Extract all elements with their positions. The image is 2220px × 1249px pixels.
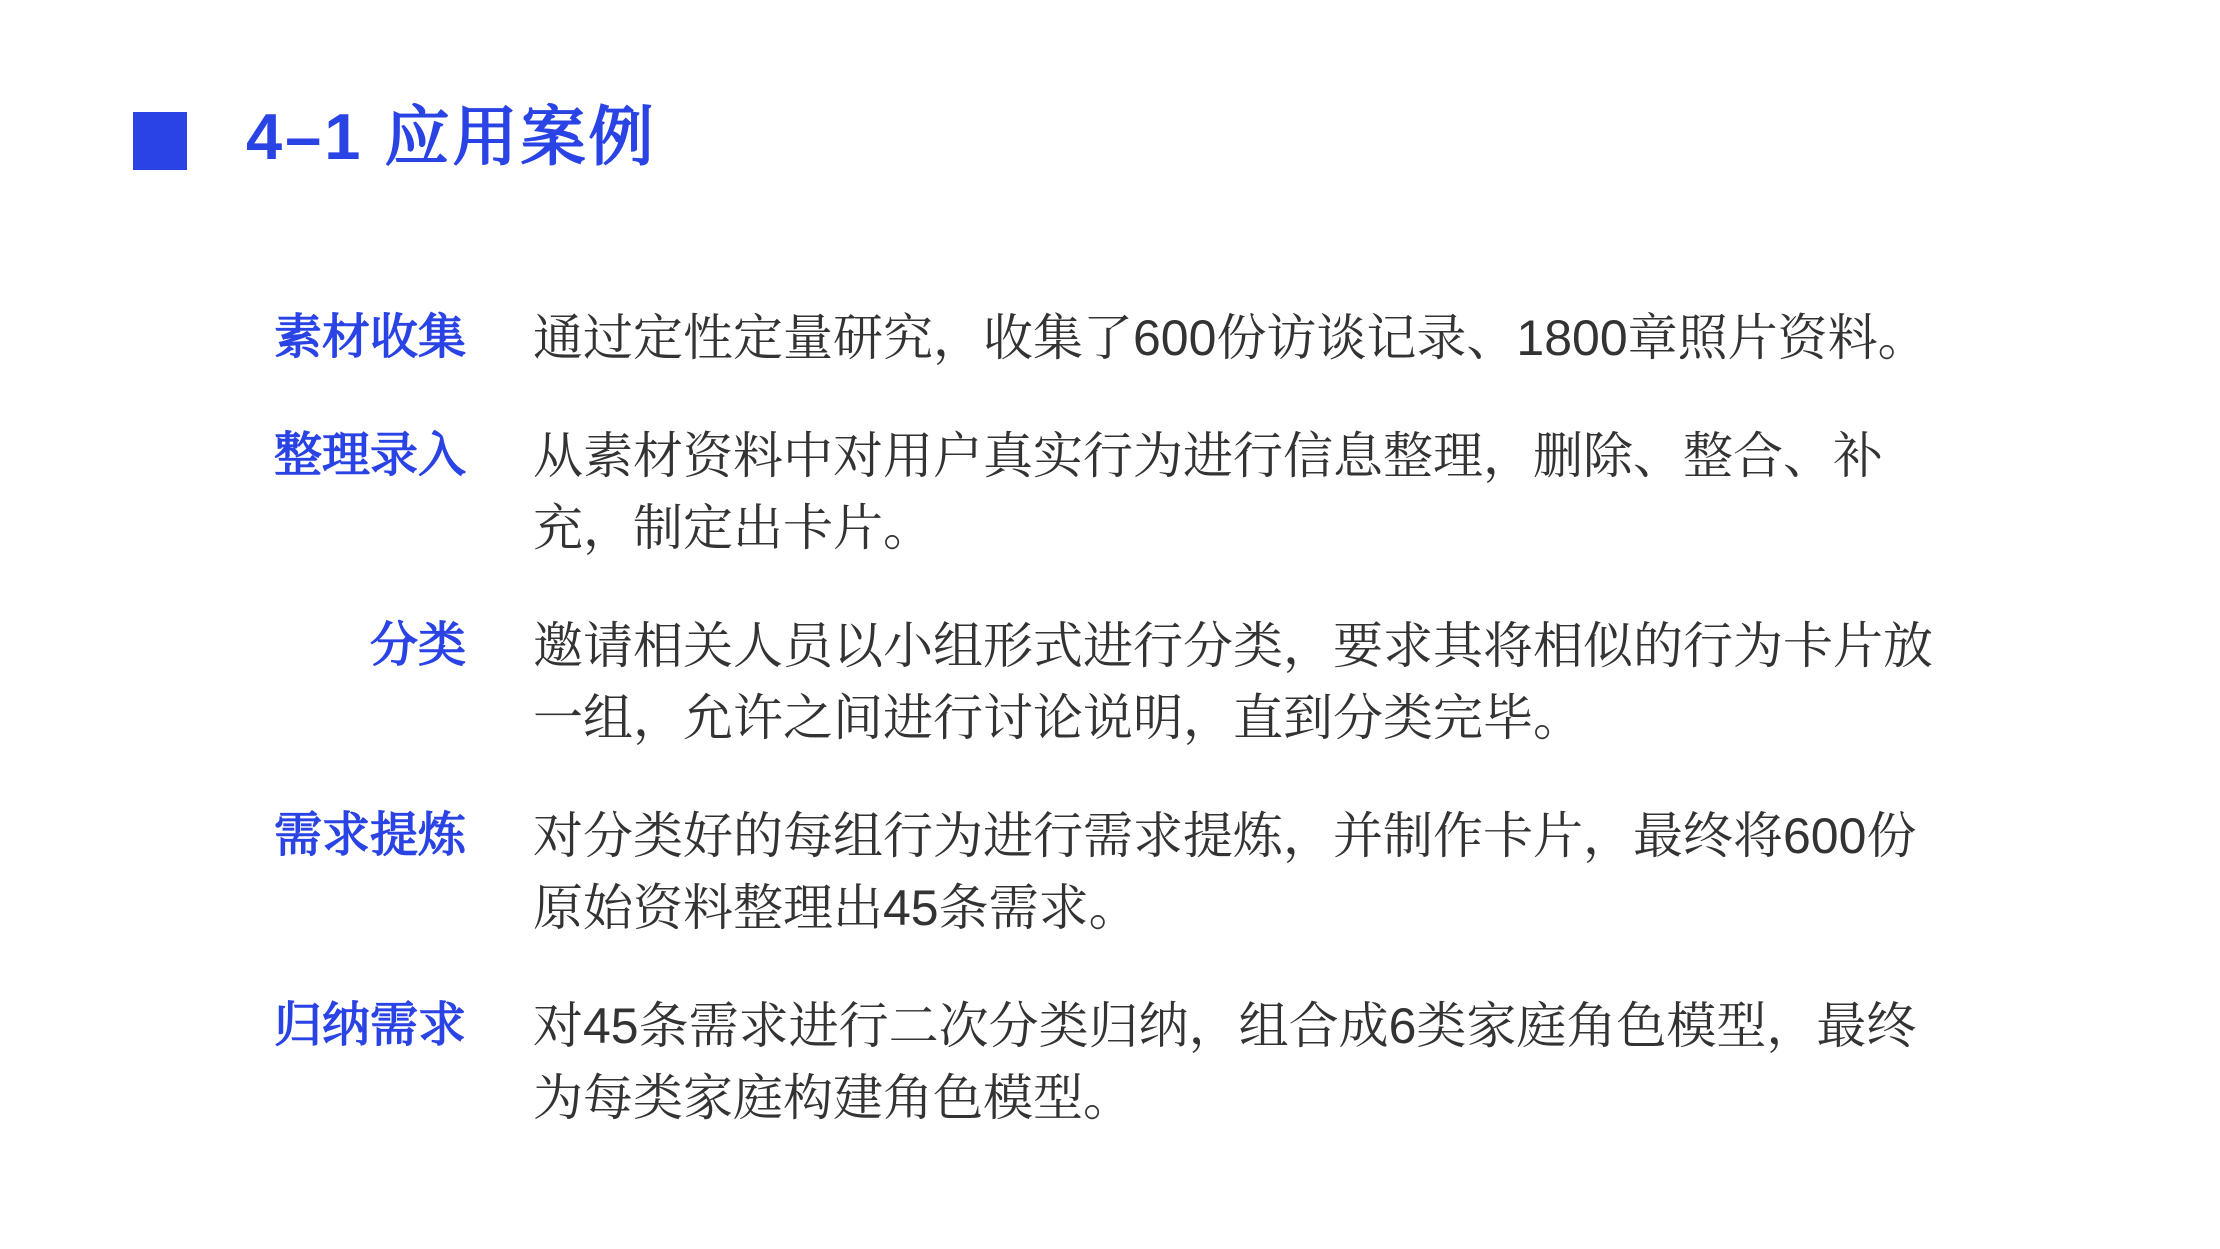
step-row: [273, 420, 1933, 564]
step-description-line: 充，制定出卡片。: [533, 500, 933, 556]
step-label: 整理录入: [273, 429, 466, 482]
step-description: [533, 990, 1916, 1134]
step-label: 需求提炼: [273, 809, 466, 862]
steps-list: [273, 302, 1933, 1134]
step-description: [533, 302, 1928, 374]
square-bullet-icon: [133, 112, 187, 170]
step-label: 归纳需求: [273, 999, 466, 1052]
step-row: [273, 990, 1933, 1134]
step-row: [273, 302, 1933, 374]
step-row: [273, 800, 1933, 944]
step-description: [533, 800, 1916, 944]
step-label: 分类: [369, 619, 466, 672]
step-description: [533, 420, 1883, 564]
step-description-line: 对45条需求进行二次分类归纳，组合成6类家庭角色模型，最终: [533, 998, 1917, 1054]
step-label: 素材收集: [273, 311, 466, 364]
step-description-line: 原始资料整理出45条需求。: [533, 880, 1139, 936]
step-description-line: 为每类家庭构建角色模型。: [533, 1070, 1133, 1126]
step-description-line: 从素材资料中对用户真实行为进行信息整理，删除、整合、补: [533, 428, 1883, 484]
step-row: [273, 610, 1933, 754]
step-description-line: 对分类好的每组行为进行需求提炼，并制作卡片，最终将600份: [533, 808, 1917, 864]
step-description-line: 通过定性定量研究，收集了600份访谈记录、1800章照片资料。: [533, 310, 1928, 366]
step-description: [533, 610, 1933, 754]
step-description-line: 一组，允许之间进行讨论说明，直到分类完毕。: [533, 690, 1583, 746]
page-title: 4–1 应用案例: [246, 100, 657, 173]
step-description-line: 邀请相关人员以小组形式进行分类，要求其将相似的行为卡片放: [533, 618, 1933, 674]
